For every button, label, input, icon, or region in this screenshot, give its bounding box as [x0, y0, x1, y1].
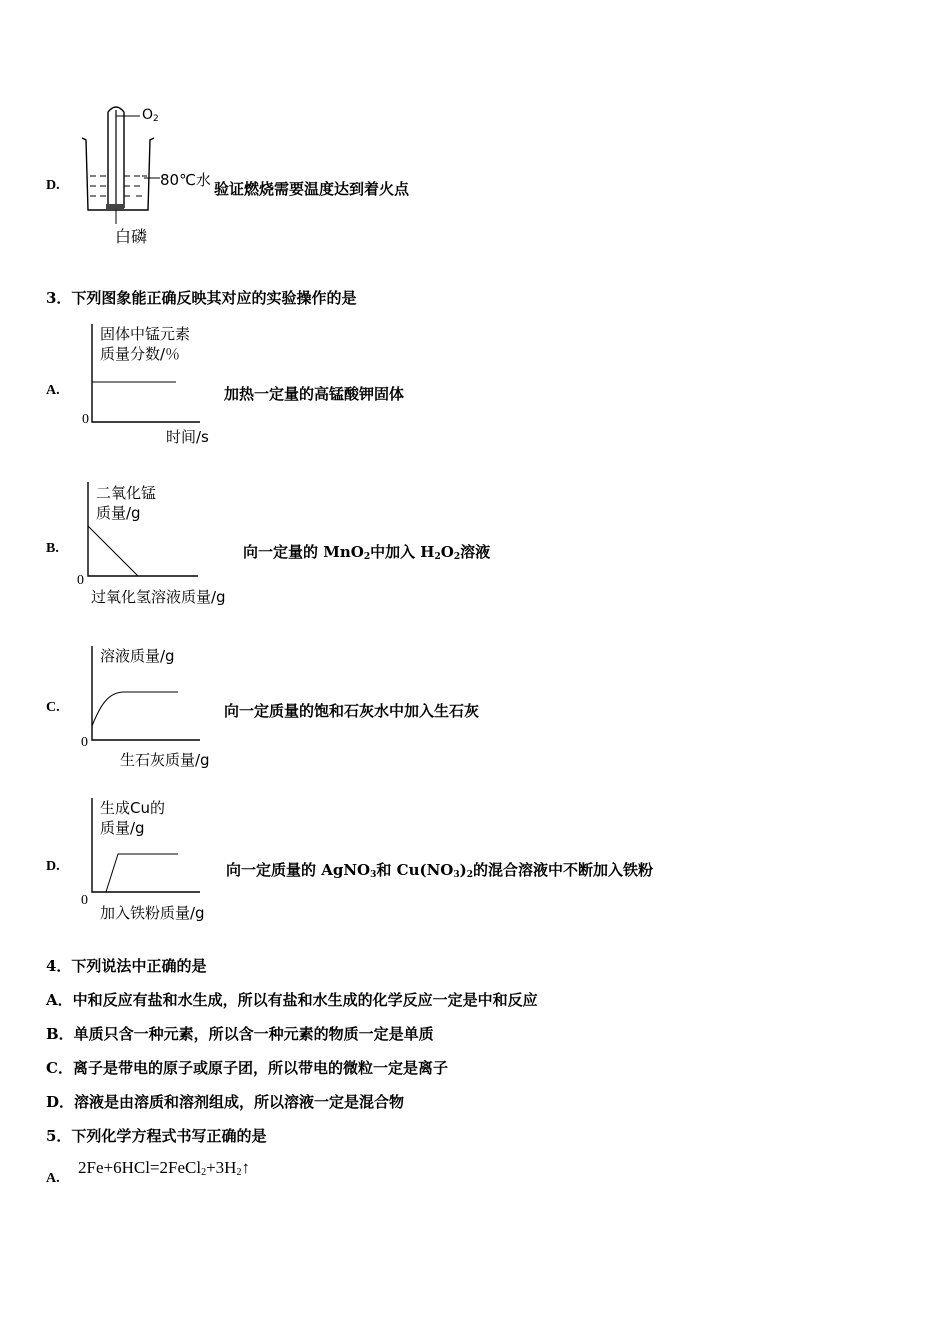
option-label: D. — [46, 178, 60, 193]
phosphorus-label: 白磷 — [115, 227, 148, 246]
question-5-option-a-label: A. — [46, 1171, 60, 1186]
eq-text: 2Fe+6HCl=2FeCl — [78, 1158, 202, 1177]
graph-b-y-label-1: 二氧化锰 — [96, 484, 157, 502]
desc-subscript: 3 — [453, 870, 460, 880]
option-a-description: 加热一定量的高锰酸钾固体 — [224, 385, 405, 403]
desc-subscript: 3 — [370, 870, 377, 880]
graph-a-y-label-1: 固体中锰元素 — [100, 325, 191, 343]
question-4-stem: 4．下列说法中正确的是 — [46, 957, 207, 975]
graph-d-curve — [106, 854, 178, 892]
desc-text: 中加入 H — [370, 543, 435, 561]
desc-text: 的混合溶液中不断加入铁粉 — [473, 861, 654, 879]
option-a-label: A. — [46, 383, 60, 398]
desc-subscript: 2 — [453, 552, 461, 562]
option-description: 验证燃烧需要温度达到着火点 — [214, 180, 410, 198]
o2-text: O — [142, 107, 154, 123]
eq-subscript: 2 — [236, 1167, 242, 1178]
graph-c-curve — [92, 692, 178, 726]
graph-a-x-label: 时间/s — [166, 428, 209, 446]
desc-subscript: 2 — [466, 870, 473, 880]
graph-c-y-label: 溶液质量/g — [100, 647, 175, 665]
eq-text: +3H — [206, 1158, 237, 1177]
graph-c-origin: 0 — [81, 735, 88, 750]
question-4-option-d: D．溶液是由溶质和溶剂组成，所以溶液一定是混合物 — [46, 1093, 405, 1111]
graph-b-x-label: 过氧化氢溶液质量/g — [91, 588, 226, 606]
water-label: 80℃水 — [160, 171, 211, 189]
o2-label — [142, 107, 159, 124]
water-lines — [90, 176, 147, 196]
question-5-option-a-equation — [78, 1158, 250, 1178]
desc-subscript: 2 — [434, 552, 441, 562]
option-c-description: 向一定质量的饱和石灰水中加入生石灰 — [224, 702, 480, 720]
eq-text: ↑ — [241, 1158, 250, 1177]
question-3-stem: 3．下列图象能正确反映其对应的实验操作的是 — [46, 289, 357, 307]
question-5-stem: 5．下列化学方程式书写正确的是 — [46, 1127, 267, 1145]
graph-b-curve — [88, 526, 138, 576]
beaker — [82, 138, 154, 210]
graph-d-y-label-2: 质量/g — [100, 819, 145, 837]
option-c-label: C. — [46, 700, 60, 715]
question-4-option-c: C．离子是带电的原子或原子团，所以带电的微粒一定是离子 — [46, 1059, 448, 1077]
option-b-description — [243, 541, 490, 562]
desc-text: ) — [459, 861, 467, 879]
o2-subscript: 2 — [153, 114, 159, 124]
option-b-label: B. — [46, 541, 59, 556]
graph-d-y-label-1: 生成Cu的 — [100, 799, 165, 817]
graph-a-origin: 0 — [82, 412, 89, 427]
eq-subscript: 2 — [201, 1167, 207, 1178]
graph-b-y-label-2: 质量/g — [96, 504, 141, 522]
graph-d-origin: 0 — [81, 893, 88, 908]
desc-subscript: 2 — [363, 552, 371, 562]
desc-text: 溶液 — [460, 543, 491, 561]
graph-a-y-label-2: 质量分数/％ — [100, 345, 181, 363]
question-4-option-b: B．单质只含一种元素，所以含一种元素的物质一定是单质 — [46, 1025, 434, 1043]
phosphorus-piece — [106, 204, 124, 209]
desc-text: 向一定质量的 AgNO — [226, 861, 371, 879]
desc-text: 向一定量的 MnO — [243, 543, 364, 561]
option-d-label: D. — [46, 859, 60, 874]
question-4-option-a: A．中和反应有盐和水生成，所以有盐和水生成的化学反应一定是中和反应 — [46, 991, 538, 1009]
graph-c-x-label: 生石灰质量/g — [120, 751, 210, 769]
desc-text: 和 Cu(NO — [376, 861, 454, 879]
graph-b-origin: 0 — [77, 573, 84, 588]
desc-text: O — [440, 543, 454, 561]
graph-d-x-label: 加入铁粉质量/g — [100, 904, 205, 922]
option-d-description — [226, 859, 653, 880]
